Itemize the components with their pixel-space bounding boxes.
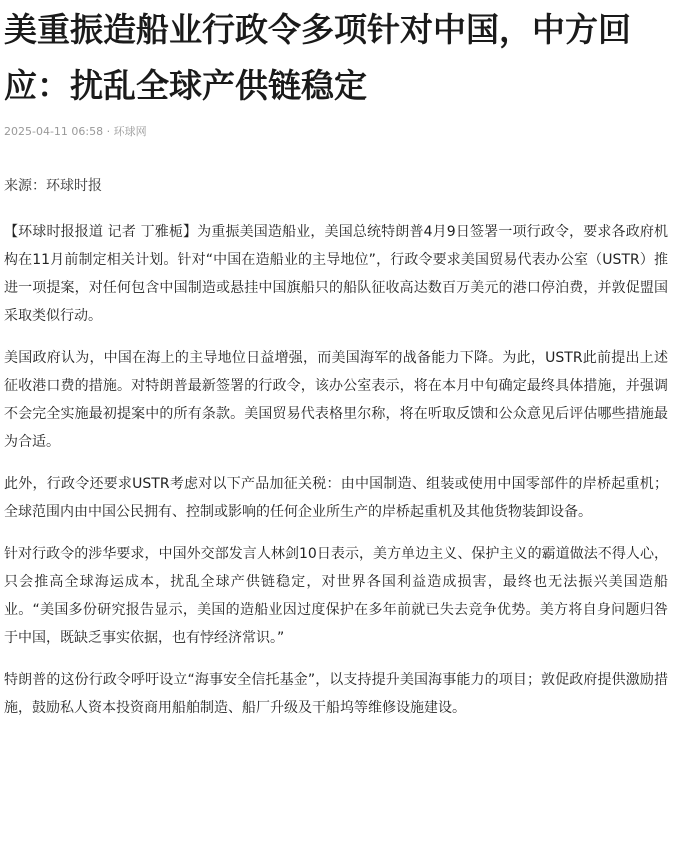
article-paragraph: 【环球时报报道 记者 丁雅栀】为重振美国造船业，美国总统特朗普4月9日签署一项行政令，要求各政府机构在11月前制定相关计划。针对“中国在造船业的主导地位”，行政令要求美国贸易代表办公室（USTR）推进一项提案，对任何包含中国制造或悬挂中国旗船只的船队征收高达数百万美元的港口停泊费，并敦促盟国采取类似行动。: [4, 224, 668, 324]
article-source: 来源：环球时报: [4, 178, 102, 194]
article-paragraph: 美国政府认为，中国在海上的主导地位日益增强，而美国海军的战备能力下降。为此，USTR此前提出上述征收港口费的措施。对特朗普最新签署的行政令，该办公室表示，将在本月中旬确定最终具体措施，并强调不会完全实施最初提案中的所有条款。美国贸易代表格里尔称，将在听取反馈和公众意见后评估哪些措施最为合适。: [4, 350, 668, 450]
article-title: 美重振造船业行政令多项针对中国，中方回应：扰乱全球产供链稳定: [4, 10, 631, 105]
article-meta: 2025-04-11 06:58 · 环球网: [4, 125, 147, 138]
article-paragraph: 特朗普的这份行政令呼吁设立“海事安全信托基金”，以支持提升美国海事能力的项目；敦促政府提供激励措施，鼓励私人资本投资商用船舶制造、船厂升级及干船坞等维修设施建设。: [4, 672, 668, 716]
article-paragraph: 针对行政令的涉华要求，中国外交部发言人林剑10日表示，美方单边主义、保护主义的霸道做法不得人心，只会推高全球海运成本，扰乱全球产供链稳定，对世界各国利益造成损害，最终也无法振兴美国造船业。“美国多份研究报告显示，美国的造船业因过度保护在多年前就已失去竞争优势。美方将自身问题归咎于中国，既缺乏事实依据，也有悖经济常识。”: [4, 546, 668, 646]
article-paragraph: 此外，行政令还要求USTR考虑对以下产品加征关税：由中国制造、组装或使用中国零部件的岸桥起重机；全球范围内由中国公民拥有、控制或影响的任何企业所生产的岸桥起重机及其他货物装卸设备。: [4, 476, 668, 520]
